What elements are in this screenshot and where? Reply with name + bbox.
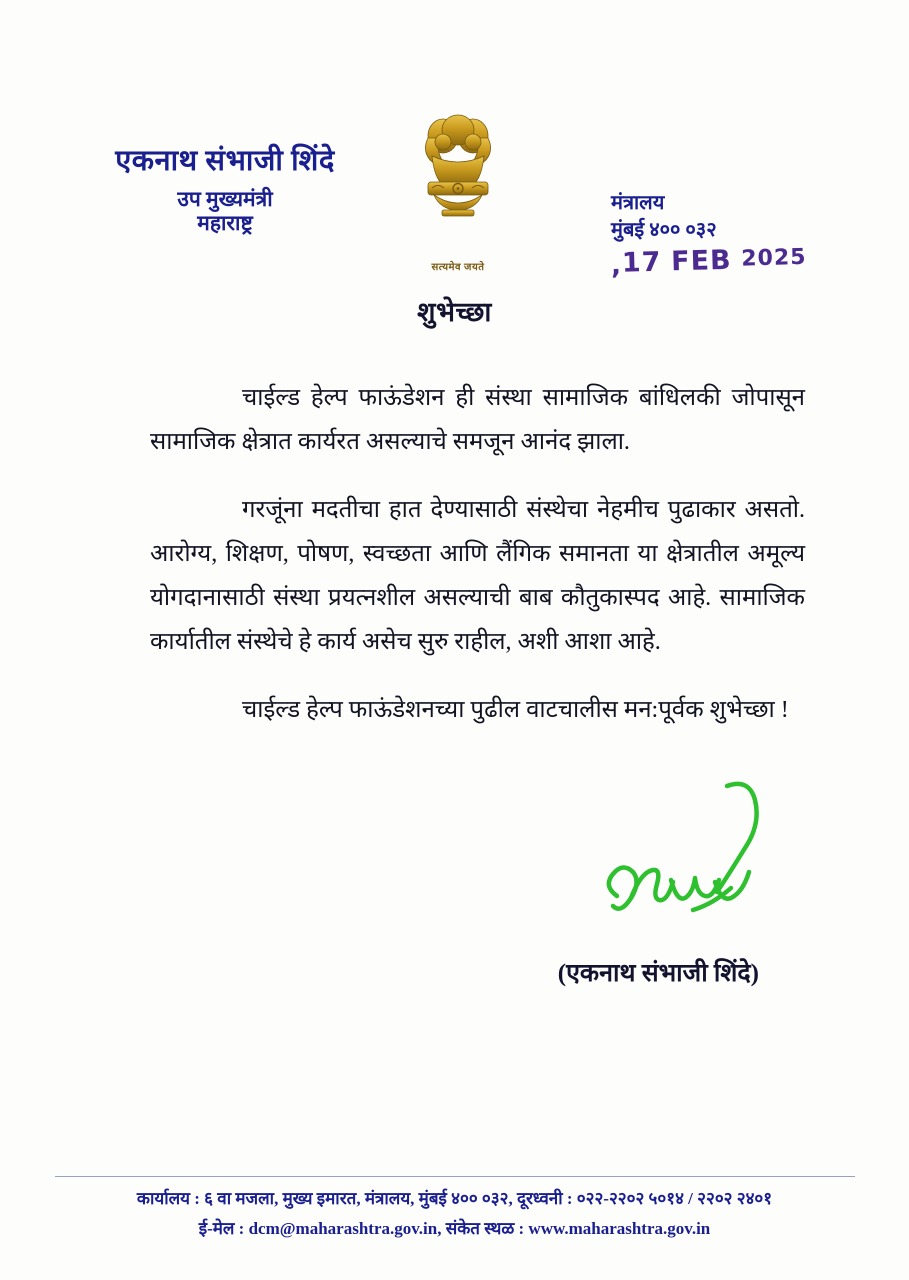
date-year: 2025 [740,244,807,272]
letter-paragraph-1: चाईल्ड हेल्प फाऊंडेशन ही संस्था सामाजिक बांधिलकी जोपासून सामाजिक क्षेत्रात कार्यरत असल्याचे समजून आनंद झाला. [150,385,805,455]
handwritten-signature [575,778,805,953]
national-emblem [398,108,518,273]
letter-footer [0,1186,909,1242]
signature-name: (एकनाथ संभाजी शिंदे) [557,960,759,987]
letter-body [150,352,805,750]
date-day: 17 [621,246,662,279]
sender-name: एकनाथ संभाजी शिंदे [115,145,335,177]
sender-identity [60,146,390,235]
ashoka-lion-capital-icon [398,108,518,258]
letter-paragraph-2: गरजूंना मदतीचा हात देण्यासाठी संस्थेचा नेहमीच पुढाकार असतो. आरोग्य, शिक्षण, पोषण, स्वच्छता आणि लैंगिक समानता या क्षेत्रातील अमूल्य योगदानासाठी संस्था प्रयत्नशील असल्याची बाब कौतुकास्पद आहे. सामाजिक कार्यातील संस्थेचे हे कार्य असेच सुरु राहील, अशी आशा आहे. [150,497,805,655]
footer-contact-line: ई-मेल : dcm@maharashtra.gov.in, संकेत स्थळ : www.maharashtra.gov.in [198,1218,711,1238]
letter-subject: शुभेच्छा [417,297,492,327]
address-line-1: मंत्रालय [611,192,665,214]
sender-address [611,190,861,279]
sender-state: महाराष्ट्र [197,211,253,236]
date-dot: , [610,250,623,281]
date-month: FEB [670,244,733,278]
letter-header [0,108,909,288]
footer-office-line: कार्यालय : ६ वा मजला, मुख्य इमारत, मंत्रालय, मुंबई ४०० ०३२, दूरध्वनी : ०२२-२२०२ ५०१४ / २२०२ २४०१ [136,1189,773,1208]
letter-paragraph-3: चाईल्ड हेल्प फाऊंडेशनच्या पुढील वाटचालीस मन:पूर्वक शुभेच्छा ! [242,697,789,723]
address-line-2: मुंबई ४०० ०३२ [611,219,717,241]
footer-divider [55,1176,855,1177]
sender-designation: उप मुख्यमंत्री [177,186,273,211]
date-stamp [611,241,862,279]
emblem-motto: सत्यमेव जयते [431,262,485,273]
